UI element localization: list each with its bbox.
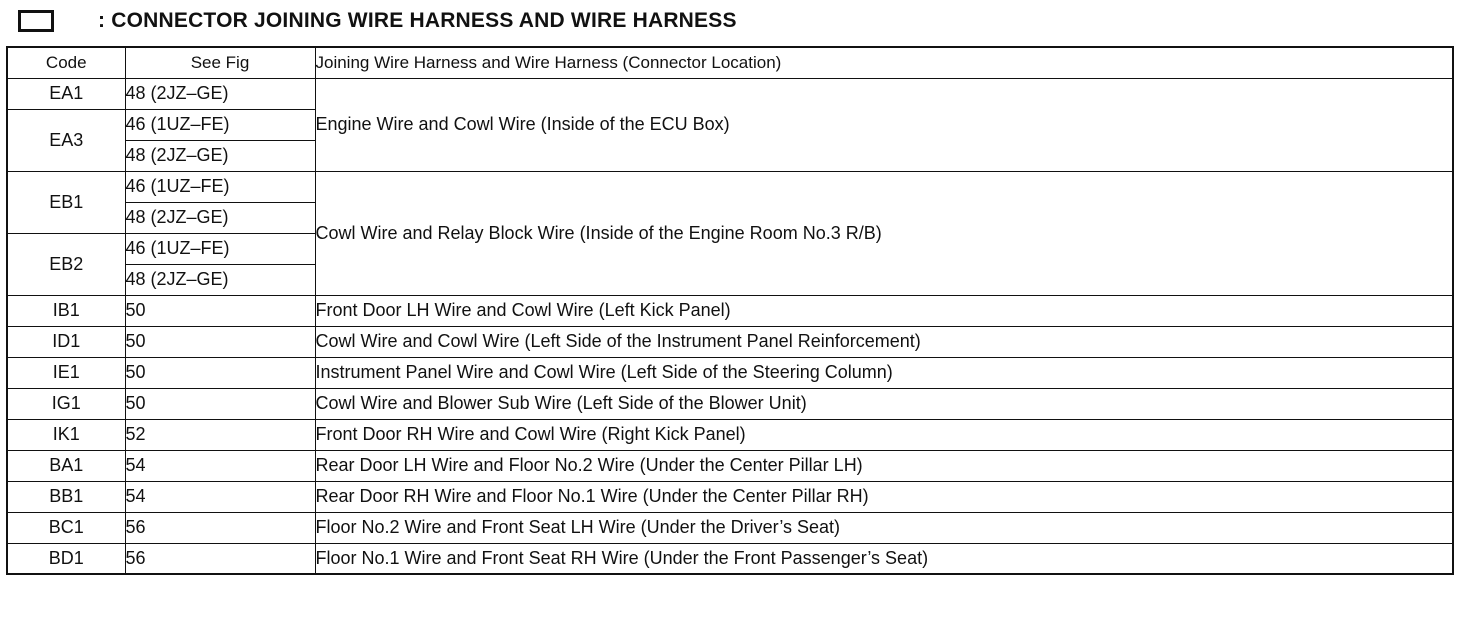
connector-legend-box-icon: [18, 10, 54, 32]
code-cell: IG1: [7, 388, 125, 419]
fig-cell: 50: [125, 295, 315, 326]
code-cell: BA1: [7, 450, 125, 481]
code-cell: BC1: [7, 512, 125, 543]
header-row: [7, 47, 1453, 78]
code-cell: EA1: [7, 78, 125, 109]
heading-title: : CONNECTOR JOINING WIRE HARNESS AND WIRE HARNESS: [98, 9, 737, 32]
header-code: Code: [7, 47, 125, 78]
table-row: [7, 171, 1453, 202]
description-cell: Cowl Wire and Cowl Wire (Left Side of the Instrument Panel Reinforcement): [315, 326, 1453, 357]
table-row: [7, 78, 1453, 109]
code-cell: EB1: [7, 171, 125, 233]
fig-cell: 52: [125, 419, 315, 450]
fig-cell: 48 (2JZ–GE): [125, 264, 315, 295]
description-cell: Floor No.1 Wire and Front Seat RH Wire (Under the Front Passenger’s Seat): [315, 543, 1453, 574]
header-description: Joining Wire Harness and Wire Harness (Connector Location): [315, 47, 1453, 78]
code-cell: ID1: [7, 326, 125, 357]
description-cell: Front Door LH Wire and Cowl Wire (Left Kick Panel): [315, 295, 1453, 326]
description-cell: Instrument Panel Wire and Cowl Wire (Left Side of the Steering Column): [315, 357, 1453, 388]
table-row: [7, 388, 1453, 419]
table-row: [7, 450, 1453, 481]
fig-cell: 48 (2JZ–GE): [125, 202, 315, 233]
code-cell: IE1: [7, 357, 125, 388]
connector-table: [6, 46, 1454, 575]
fig-cell: 46 (1UZ–FE): [125, 233, 315, 264]
description-cell: Rear Door RH Wire and Floor No.1 Wire (Under the Center Pillar RH): [315, 481, 1453, 512]
description-cell: Front Door RH Wire and Cowl Wire (Right Kick Panel): [315, 419, 1453, 450]
table-row: [7, 512, 1453, 543]
fig-cell: 48 (2JZ–GE): [125, 140, 315, 171]
code-cell: IB1: [7, 295, 125, 326]
description-cell: Rear Door LH Wire and Floor No.2 Wire (Under the Center Pillar LH): [315, 450, 1453, 481]
code-cell: EB2: [7, 233, 125, 295]
table-row: [7, 295, 1453, 326]
fig-cell: 46 (1UZ–FE): [125, 171, 315, 202]
description-cell: Engine Wire and Cowl Wire (Inside of the ECU Box): [315, 78, 1453, 171]
description-cell: Floor No.2 Wire and Front Seat LH Wire (Under the Driver’s Seat): [315, 512, 1453, 543]
table-row: [7, 481, 1453, 512]
section-heading: [18, 4, 737, 38]
fig-cell: 54: [125, 450, 315, 481]
table-row: [7, 419, 1453, 450]
fig-cell: 56: [125, 543, 315, 574]
code-cell: EA3: [7, 109, 125, 171]
fig-cell: 50: [125, 357, 315, 388]
code-cell: BD1: [7, 543, 125, 574]
fig-cell: 56: [125, 512, 315, 543]
fig-cell: 50: [125, 326, 315, 357]
header-see-fig: See Fig: [125, 47, 315, 78]
description-cell: Cowl Wire and Relay Block Wire (Inside of the Engine Room No.3 R/B): [315, 171, 1453, 295]
fig-cell: 54: [125, 481, 315, 512]
code-cell: BB1: [7, 481, 125, 512]
description-cell: Cowl Wire and Blower Sub Wire (Left Side of the Blower Unit): [315, 388, 1453, 419]
table-row: [7, 357, 1453, 388]
table-row: [7, 543, 1453, 574]
fig-cell: 48 (2JZ–GE): [125, 78, 315, 109]
fig-cell: 50: [125, 388, 315, 419]
table-row: [7, 326, 1453, 357]
fig-cell: 46 (1UZ–FE): [125, 109, 315, 140]
code-cell: IK1: [7, 419, 125, 450]
